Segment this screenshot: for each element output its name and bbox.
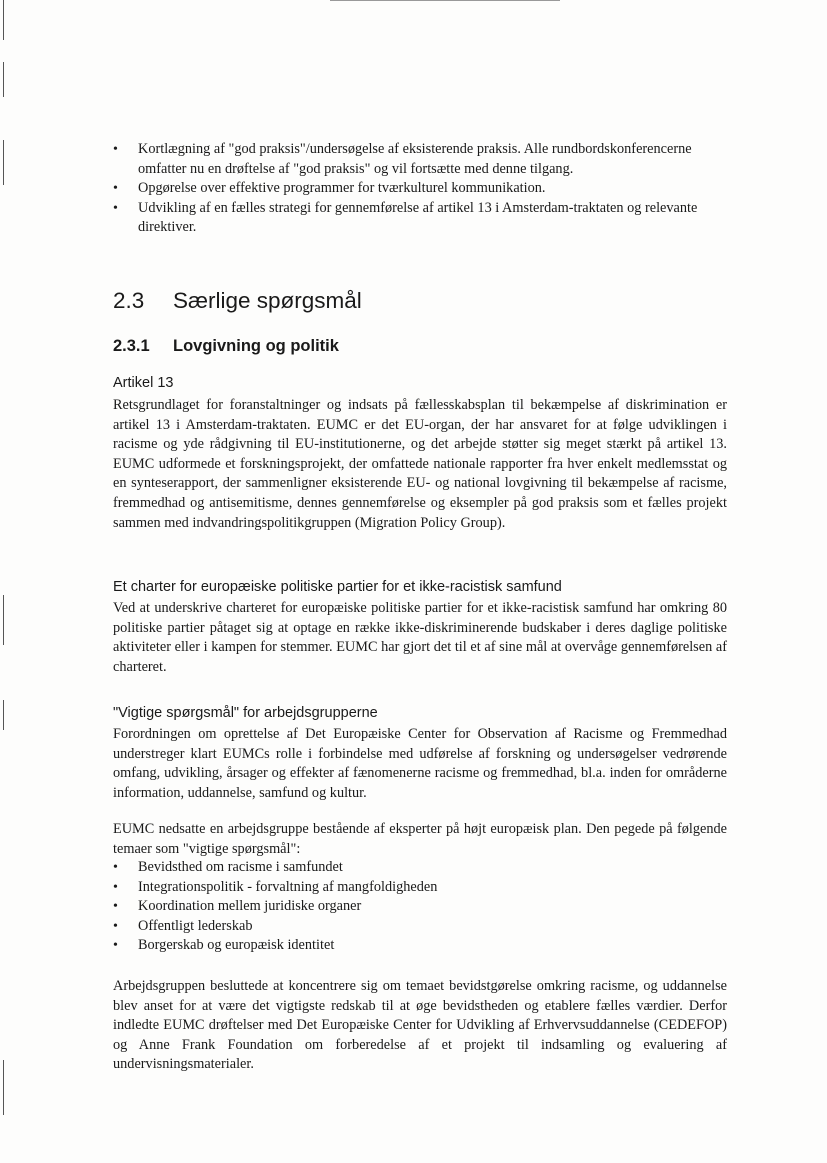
subsection-heading xyxy=(113,337,339,356)
list-item: • Integrationspolitik - forvaltning af mangfoldigheden xyxy=(113,878,713,898)
key-issues-paragraph-2: EUMC nedsatte en arbejdsgruppe bestående af eksperter på højt europæisk plan. Den pegede på følgende temaer som "vigtige spørgsmål": xyxy=(113,821,727,857)
list-item: • Offentligt lederskab xyxy=(113,917,713,937)
article13-paragraph: Retsgrundlaget for foranstaltninger og indsats på fællesskabsplan til bekæmpelse af diskrimination er artikel 13 i Amsterdam-traktaten. EUMC er det EU-organ, der har ansvaret for at følge udviklingen i racisme og yde rådgivning til EU-institutionerne, og det arbejde støtter sig meget stærkt på artikel 13. EUMC udformede et forskningsprojekt, der omfattede nationale rapporter fra hver enkelt medlemsstat og en synteserapport, der sammenligner eksisterende EU- og national lovgivning til bekæmpelse af racisme, fremmedhad og antisemitisme, dennes gennemførelse og eksempler på god praksis som et fælles projekt sammen med indvandringspolitikgruppen (Migration Policy Group). xyxy=(113,397,727,531)
scan-edge-mark xyxy=(3,140,4,185)
subsection-title: Lovgivning og politik xyxy=(173,337,339,355)
scan-edge-mark xyxy=(3,595,4,645)
scan-edge-mark xyxy=(3,1060,4,1115)
section-title: Særlige spørgsmål xyxy=(173,288,362,313)
top-bullet-list xyxy=(113,140,718,238)
charter-heading: Et charter for europæiske politiske partier for et ikke-racistisk samfund xyxy=(113,579,562,595)
scan-top-mark xyxy=(330,0,560,1)
key-issues-list xyxy=(113,858,713,956)
list-item: • Bevidsthed om racisme i samfundet xyxy=(113,858,713,878)
scan-edge-mark xyxy=(3,700,4,730)
key-issues-heading: "Vigtige spørgsmål" for arbejdsgrupperne xyxy=(113,705,378,721)
charter-paragraph: Ved at underskrive charteret for europæiske politiske partier for et ikke-racistisk samfund har omkring 80 politiske partier påtaget sig at optage en række ikke-diskriminerende budskaber i deres daglige politiske aktiviteter eller i kampen for stemmer. EUMC har gjort det til et af sine mål at overvåge gennemførelsen af charteret. xyxy=(113,600,727,675)
section-number: 2.3 xyxy=(113,288,145,313)
list-item: • Udvikling af en fælles strategi for gennemførelse af artikel 13 i Amsterdam-traktaten og relevante direktiver. xyxy=(113,199,718,238)
list-item: • Koordination mellem juridiske organer xyxy=(113,897,713,917)
list-item: • Kortlægning af "god praksis"/undersøgelse af eksisterende praksis. Alle rundbordskonferencerne omfatter nu en drøftelse af "god praksis" og vil fortsætte med denne tilgang. xyxy=(113,140,718,179)
scan-edge-mark xyxy=(3,0,4,40)
subsection-number: 2.3.1 xyxy=(113,337,150,355)
list-item: • Opgørelse over effektive programmer for tværkulturel kommunikation. xyxy=(113,179,718,199)
key-issues-paragraph-1: Forordningen om oprettelse af Det Europæiske Center for Observation af Racisme og Fremmedhad understreger klart EUMCs rolle i forbindelse med udførelse af forskning og undersøgelser vedrørende omfang, udvikling, årsager og effekter af fænomenerne racisme og fremmedhad, bl.a. inden for områderne information, uddannelse, samfund og kultur. xyxy=(113,726,727,801)
section-heading xyxy=(113,288,362,314)
scan-edge-mark xyxy=(3,62,4,97)
article13-heading: Artikel 13 xyxy=(113,375,174,391)
list-item: • Borgerskab og europæisk identitet xyxy=(113,936,713,956)
key-issues-paragraph-3: Arbejdsgruppen besluttede at koncentrere sig om temaet bevidstgørelse omkring racisme, og uddannelse blev anset for at være det vigtigste redskab til at øge bevidstheden og etablere fælles værdier. Derfor indledte EUMC drøftelser med Det Europæiske Center for Udvikling af Erhvervsuddannelse (CEDEFOP) og Anne Frank Foundation om forberedelse af et projekt til indsamling og evaluering af undervisningsmaterialer. xyxy=(113,978,727,1073)
